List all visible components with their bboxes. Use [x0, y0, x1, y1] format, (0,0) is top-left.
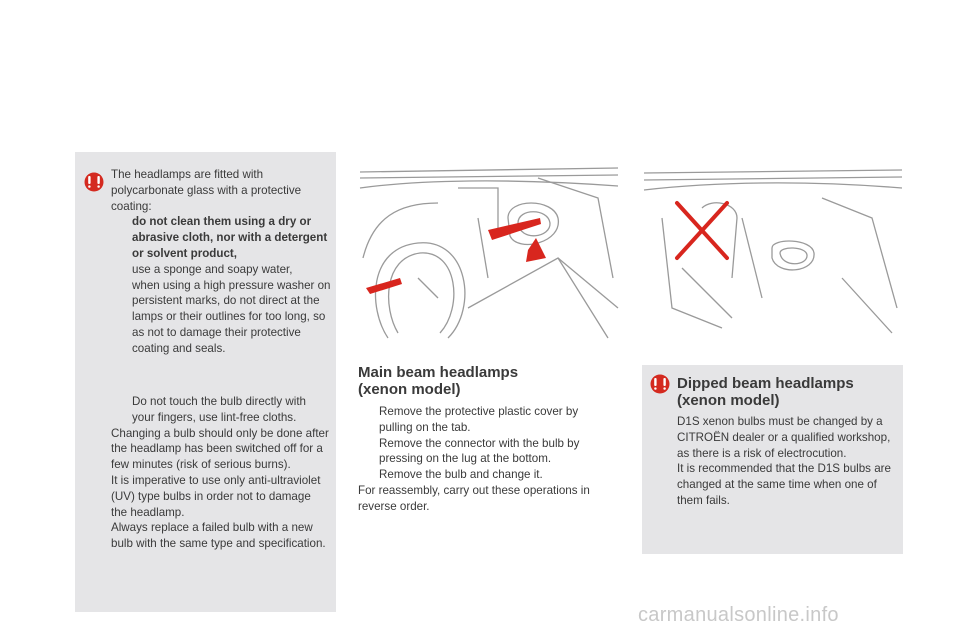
- bullet-item: [111, 278, 331, 357]
- main-beam-title: Main beam headlamps: [358, 364, 519, 381]
- bullet-text: do not clean them using a dry or abrasive cloth, nor with a detergent or solvent product,: [132, 215, 328, 260]
- paragraph: It is imperative to use only anti-ultraviolet (UV) type bulbs in order not to damage the headlamp.: [111, 473, 321, 519]
- step-item: [358, 404, 610, 436]
- dipped-beam-subtitle: (xenon model): [677, 392, 780, 409]
- step-text: Remove the protective plastic cover by pulling on the tab.: [379, 405, 579, 434]
- main-beam-subtitle: (xenon model): [358, 381, 461, 398]
- dipped-beam-heading: [677, 375, 854, 409]
- step-text: Remove the bulb and change it.: [379, 468, 543, 482]
- dipped-beam-illustration: [642, 158, 904, 343]
- step-item: [358, 436, 610, 468]
- left-panel-text-2: [111, 394, 329, 552]
- reassembly-note: For reassembly, carry out these operations in reverse order.: [358, 483, 590, 513]
- dipped-beam-text: [677, 414, 899, 509]
- bullet-text: Do not touch the bulb directly with your fingers, use lint-free cloths.: [132, 395, 307, 424]
- paragraph: D1S xenon bulbs must be changed by a CITROËN dealer or a qualified workshop, as there is a risk of electrocution.: [677, 415, 891, 460]
- main-beam-illustration: [358, 158, 620, 348]
- warning-icon: [649, 374, 671, 394]
- bullet-item: [111, 214, 331, 261]
- paragraph: Always replace a failed bulb with a new bulb with the same type and specification.: [111, 521, 326, 551]
- left-panel-text: [111, 167, 331, 357]
- main-beam-heading: [358, 364, 518, 398]
- dipped-beam-title: Dipped beam headlamps: [677, 375, 854, 392]
- bullet-item: [111, 262, 331, 278]
- paragraph: It is recommended that the D1S bulbs are changed at the same time when one of them fails.: [677, 462, 891, 507]
- watermark: carmanualsonline.info: [638, 604, 839, 626]
- step-text: Remove the connector with the bulb by pressing on the lug at the bottom.: [379, 436, 580, 466]
- intro-text: The headlamps are fitted with polycarbonate glass with a protective coating:: [111, 168, 302, 213]
- bullet-text: use a sponge and soapy water,: [132, 262, 293, 276]
- warning-icon: [83, 172, 105, 192]
- bullet-text: when using a high pressure washer on persistent marks, do not direct at the lamps or their outlines for too long, so as not to damage their protective coating and seals.: [132, 278, 331, 355]
- bullet-item: [111, 394, 329, 426]
- paragraph: Changing a bulb should only be done after the headlamp has been switched off for a few minutes (risk of serious burns).: [111, 426, 329, 472]
- step-item: [358, 467, 610, 483]
- main-beam-text: [358, 404, 610, 515]
